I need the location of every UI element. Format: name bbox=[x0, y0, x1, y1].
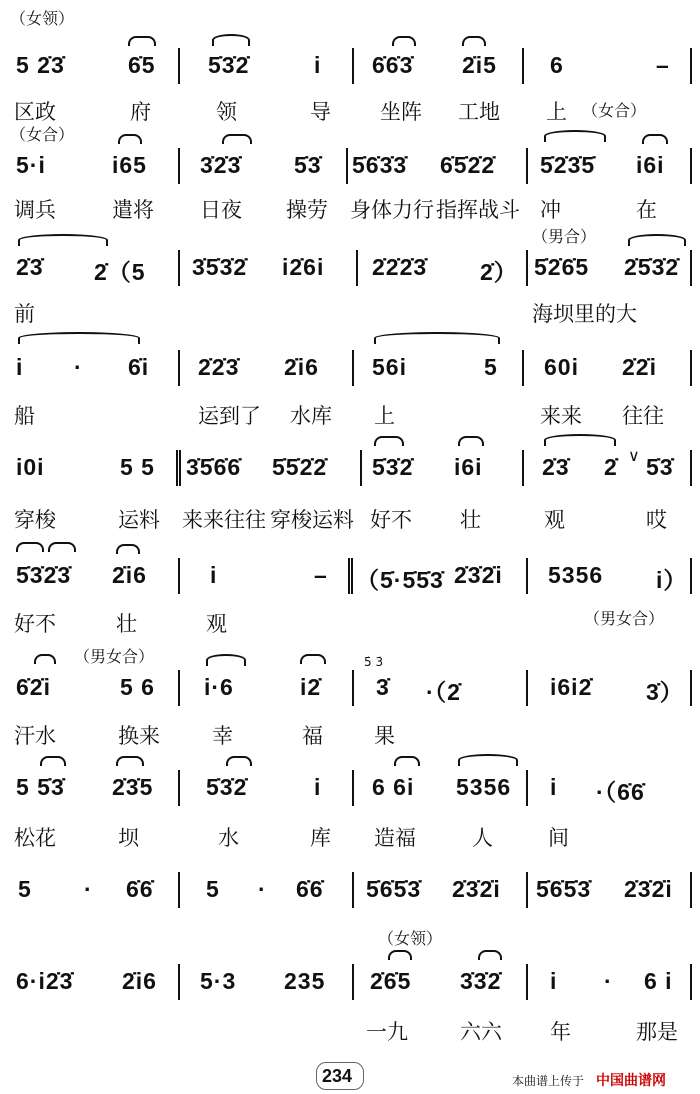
lyric: 换来 bbox=[118, 724, 160, 748]
note-group: 5̇6̇5̇3̇ bbox=[536, 876, 592, 902]
lyric: 果 bbox=[374, 724, 395, 748]
lyric: 往往 bbox=[622, 404, 664, 428]
note-group: i bbox=[314, 774, 322, 800]
note-group: 5̇3̇2̇ bbox=[372, 454, 414, 480]
note-group: 2̇i6 bbox=[112, 562, 147, 588]
note-group: 5 bbox=[206, 876, 220, 902]
lyric: 领 bbox=[216, 100, 237, 124]
note-group: i65 bbox=[112, 152, 147, 178]
lyric: 府 bbox=[130, 100, 151, 124]
note-group: 3̇2̇3̇ bbox=[200, 152, 242, 178]
part-label: （男女合） bbox=[584, 609, 665, 628]
note-group: · bbox=[604, 968, 613, 994]
lyric: 幸 bbox=[212, 724, 233, 748]
lyric: 好不 bbox=[14, 612, 56, 636]
lyric: 船 bbox=[14, 404, 35, 428]
note-group: i bbox=[16, 354, 24, 380]
note-group: i·6 bbox=[204, 674, 234, 700]
lyric: 松花 bbox=[14, 826, 56, 850]
note-group: 6̇5 bbox=[128, 52, 156, 78]
tempo-mark: 5̇ 3̇ bbox=[364, 655, 384, 669]
lyric: 观 bbox=[206, 612, 227, 636]
note-group: 2̇3̇ bbox=[542, 454, 570, 480]
score-row-10 bbox=[0, 922, 700, 1052]
note-group: 2̇2̇2̇3̇ bbox=[372, 254, 428, 280]
lyric: 来来往往 bbox=[182, 508, 266, 532]
note-group: i bbox=[314, 52, 322, 78]
lyric: 水库 bbox=[290, 404, 332, 428]
note-group: 2̇i6 bbox=[122, 968, 157, 994]
note-group: （5̇·5̇5̇3̇ bbox=[356, 567, 444, 593]
lyric: 六六 bbox=[460, 1020, 502, 1044]
note-group: 5̇3̇2̇ bbox=[208, 52, 250, 78]
score-row-2 bbox=[0, 112, 700, 222]
lyric: 壮 bbox=[460, 508, 481, 532]
note-group: 6 i bbox=[644, 968, 673, 994]
note-group: – bbox=[656, 52, 670, 78]
note-group: 5 6 bbox=[120, 674, 155, 700]
lyric: 穿梭运料 bbox=[270, 508, 354, 532]
note-group: 3̇） bbox=[646, 679, 684, 705]
note-group: 6 6i bbox=[372, 774, 415, 800]
note-group: 3̇3̇2̇ bbox=[460, 968, 502, 994]
note-group: 2̇2̇i bbox=[622, 354, 657, 380]
lyric: 前 bbox=[14, 302, 35, 326]
note-group: 6̇5̇2̇2̇ bbox=[440, 152, 496, 178]
note-group: 2̇i6 bbox=[284, 354, 319, 380]
lyric: 运到了 bbox=[198, 404, 261, 428]
note-group: 2̇2̇3̇ bbox=[198, 354, 240, 380]
part-label: （女领） bbox=[10, 9, 75, 28]
lyric: 壮 bbox=[116, 612, 137, 636]
note-group: i2̇ bbox=[300, 674, 322, 700]
note-group: 5̇3̇ bbox=[294, 152, 322, 178]
note-group: 2̇6̇5 bbox=[370, 968, 412, 994]
note-group: 2̇（5 bbox=[94, 259, 146, 285]
note-group: ·（2̇ bbox=[426, 679, 461, 705]
lyric: 汗水 bbox=[14, 724, 56, 748]
lyric: 运料 bbox=[118, 508, 160, 532]
note-group: 5̇2̇3̇5̇ bbox=[540, 152, 596, 178]
note-group: 2̇ bbox=[604, 454, 618, 480]
lyric: 坝 bbox=[118, 826, 139, 850]
lyric: 上 bbox=[546, 100, 567, 124]
score-row-9 bbox=[0, 862, 700, 922]
note-group: i bbox=[550, 968, 558, 994]
note-group: 3̇5̇3̇2̇ bbox=[192, 254, 248, 280]
lyric: 一九 bbox=[366, 1020, 408, 1044]
lyric: 冲 bbox=[540, 198, 561, 222]
note-group: 6̇6̇3̇ bbox=[372, 52, 414, 78]
note-group: 5̇3̇2̇3̇ bbox=[16, 562, 72, 588]
lyric: 指挥战斗 bbox=[436, 198, 520, 222]
lyric: 观 bbox=[544, 508, 565, 532]
lyric: 日夜 bbox=[200, 198, 242, 222]
note-group: i6i bbox=[454, 454, 483, 480]
note-group: 2̇3̇2̇i bbox=[454, 562, 503, 588]
note-group: 2̇3̇2̇i bbox=[624, 876, 673, 902]
note-group: 5·i bbox=[16, 152, 46, 178]
note-group: 5 2̇3̇ bbox=[16, 52, 65, 78]
lyric: 在 bbox=[636, 198, 657, 222]
note-group: 5̇2̇6̇5 bbox=[534, 254, 590, 280]
lyric: 上 bbox=[374, 404, 395, 428]
note-group: – bbox=[314, 562, 328, 588]
lyric: 间 bbox=[548, 826, 569, 850]
lyric: 水 bbox=[218, 826, 239, 850]
lyric: 库 bbox=[310, 826, 331, 850]
note-group: 6̇i bbox=[128, 354, 150, 380]
note-group: 5356 bbox=[548, 562, 604, 588]
score-row-7 bbox=[0, 640, 700, 750]
breath-mark: ∨ bbox=[628, 446, 640, 465]
score-row-1 bbox=[0, 0, 700, 124]
score-row-8 bbox=[0, 752, 700, 852]
note-group: · bbox=[258, 876, 267, 902]
lyric: 导 bbox=[310, 100, 331, 124]
score-row-4 bbox=[0, 332, 700, 432]
page-number: 234 bbox=[322, 1066, 353, 1086]
note-group: ·（6̇6̇ bbox=[596, 779, 645, 805]
lyric: 哎 bbox=[646, 508, 667, 532]
note-group: 5 5 bbox=[120, 454, 155, 480]
note-group: 2̇5̇3̇2̇ bbox=[624, 254, 680, 280]
part-label: （女合） bbox=[582, 101, 647, 120]
lyric: 造福 bbox=[374, 826, 416, 850]
note-group: 2̇i5 bbox=[462, 52, 497, 78]
part-label: （女领） bbox=[378, 929, 443, 948]
note-group: i bbox=[550, 774, 558, 800]
lyric: 工地 bbox=[458, 100, 500, 124]
note-group: 5̇5̇2̇2̇ bbox=[272, 454, 328, 480]
note-group: 2̇3̇5 bbox=[112, 774, 154, 800]
note-group: i2̇6i bbox=[282, 254, 325, 280]
note-group: 6 bbox=[550, 52, 564, 78]
lyric: 福 bbox=[302, 724, 323, 748]
note-group: 5 5̇3̇ bbox=[16, 774, 65, 800]
note-group: 5 bbox=[18, 876, 32, 902]
page-footer bbox=[0, 1060, 700, 1094]
note-group: i bbox=[210, 562, 218, 588]
note-group: 6̇6̇ bbox=[296, 876, 324, 902]
lyric: 操劳 bbox=[286, 198, 328, 222]
score-row-3 bbox=[0, 222, 700, 332]
lyric: 来来 bbox=[540, 404, 582, 428]
score-row-6 bbox=[0, 540, 700, 640]
note-group: · bbox=[74, 354, 83, 380]
lyric: 那是 bbox=[636, 1020, 678, 1044]
note-group: 3̇5̇6̇6̇ bbox=[186, 454, 242, 480]
note-group: 2̇3̇2̇i bbox=[452, 876, 501, 902]
note-group: 56i bbox=[372, 354, 407, 380]
note-group: 6̇6̇ bbox=[126, 876, 154, 902]
lyric: 遣将 bbox=[112, 198, 154, 222]
lyric: 年 bbox=[550, 1020, 571, 1044]
part-label: （男女合） bbox=[74, 647, 155, 666]
note-group: 5̇3̇ bbox=[646, 454, 674, 480]
note-group: 60i bbox=[544, 354, 579, 380]
note-group: 5·3 bbox=[200, 968, 237, 994]
lyric: 身体力行 bbox=[350, 198, 434, 222]
note-group: i） bbox=[656, 567, 688, 593]
part-label: （女合） bbox=[10, 125, 75, 144]
upload-note: 本曲谱上传于 bbox=[512, 1074, 585, 1088]
note-group: 3̇ bbox=[376, 674, 390, 700]
note-group: i6i2̇ bbox=[550, 674, 593, 700]
lyric: 调兵 bbox=[14, 198, 56, 222]
note-group: · bbox=[84, 876, 93, 902]
note-group: i6i bbox=[636, 152, 665, 178]
note-group: 5̇6̇3̇3̇ bbox=[352, 152, 408, 178]
note-group: 5̇6̇5̇3̇ bbox=[366, 876, 422, 902]
note-group: 235 bbox=[284, 968, 326, 994]
note-group: 6·i2̇3̇ bbox=[16, 968, 74, 994]
lyric: 好不 bbox=[370, 508, 412, 532]
note-group: 5 bbox=[484, 354, 498, 380]
note-group: 2̇3̇ bbox=[16, 254, 44, 280]
site-logo: 中国曲谱网 bbox=[596, 1072, 666, 1088]
note-group: 6̇2̇i bbox=[16, 674, 51, 700]
part-label: （男合） bbox=[532, 227, 597, 246]
note-group: i0i bbox=[16, 454, 45, 480]
lyric: 海坝里的大 bbox=[532, 302, 637, 326]
note-group: 5356 bbox=[456, 774, 512, 800]
note-group: 5̇3̇2̇ bbox=[206, 774, 248, 800]
lyric: 人 bbox=[472, 826, 493, 850]
lyric: 区政 bbox=[14, 100, 56, 124]
note-group: 2̇） bbox=[480, 259, 518, 285]
score-row-5 bbox=[0, 432, 700, 532]
lyric: 穿梭 bbox=[14, 508, 56, 532]
lyric: 坐阵 bbox=[380, 100, 422, 124]
